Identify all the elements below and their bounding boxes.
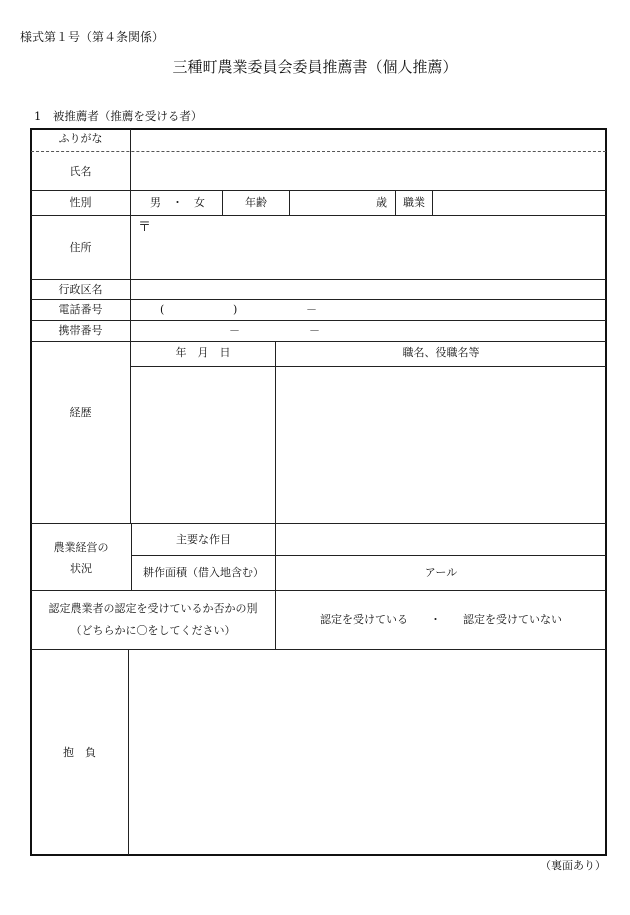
certification-instruction: （どちらかに〇をしてください） — [70, 624, 236, 637]
district-label: 行政区名 — [58, 283, 103, 296]
area-label: 耕作面積（借入地含む） — [143, 566, 264, 579]
mobile-label: 携帯番号 — [58, 324, 103, 337]
farm-label-line2: 状況 — [70, 562, 92, 575]
phone-label: 電話番号 — [58, 303, 103, 316]
area-unit: アール — [424, 566, 458, 579]
phone-dash: － — [306, 303, 317, 316]
name-label: 氏名 — [69, 165, 92, 178]
aspiration-label: 抱 負 — [63, 746, 96, 759]
career-position-header: 職名、役職名等 — [402, 346, 480, 359]
phone-paren-open: ( — [160, 303, 165, 316]
address-label: 住所 — [69, 241, 92, 254]
form-number: 様式第１号（第４条関係） — [20, 30, 165, 44]
furigana-divider — [31, 151, 606, 152]
age-unit: 歳 — [376, 196, 387, 209]
furigana-label: ふりがな — [58, 132, 103, 145]
sex-label: 性別 — [69, 196, 92, 209]
career-label: 経歴 — [69, 406, 92, 419]
page-title: 三種町農業委員会委員推薦書（個人推薦） — [172, 58, 458, 76]
postal-mark: 〒 — [138, 220, 152, 235]
certification-options[interactable]: 認定を受けている ・ 認定を受けていない — [320, 613, 562, 626]
certification-label: 認定農業者の認定を受けているか否かの別 — [48, 602, 258, 615]
mobile-dash-2: － — [309, 324, 320, 337]
main-crops-label: 主要な作目 — [176, 533, 231, 546]
mobile-dash-1: － — [229, 324, 240, 337]
career-date-header: 年 月 日 — [175, 346, 231, 359]
occupation-label: 職業 — [403, 196, 425, 209]
phone-paren-close: ) — [233, 303, 238, 316]
farm-label-line1: 農業経営の — [53, 541, 109, 554]
age-label: 年齢 — [245, 196, 267, 209]
footer-note: （裏面あり） — [540, 859, 606, 872]
sex-options[interactable]: 男 ・ 女 — [150, 196, 205, 209]
section-heading: 1 被推薦者（推薦を受ける者） — [34, 109, 203, 123]
